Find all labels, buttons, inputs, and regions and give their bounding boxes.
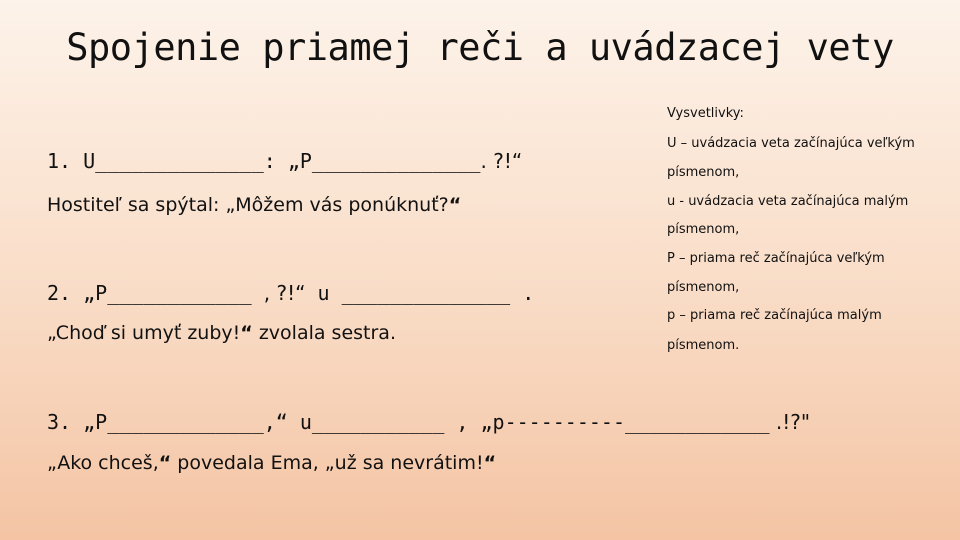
legend-line: písmenom,	[667, 165, 740, 180]
legend-line: u - uvádzacia veta začínajúca malým	[667, 194, 909, 209]
legend-line: písmenom,	[667, 222, 740, 237]
legend-line: p – priama reč začínajúca malým	[667, 308, 882, 323]
item-3-example: „Ako chceš,“ povedala Ema, „už sa nevrátim!“	[47, 452, 497, 474]
legend-line: P – priama reč začínajúca veľkým	[667, 251, 885, 266]
page-title: Spojenie priamej reči a uvádzacej vety	[66, 26, 894, 69]
legend-line: písmenom,	[667, 280, 740, 295]
legend-heading: Vysvetlivky:	[667, 106, 744, 121]
item-1-pattern: 1. U______________: „P______________. ?!“	[47, 149, 523, 173]
item-1-example: Hostiteľ sa spýtal: „Môžem vás ponúknuť?“	[47, 194, 462, 216]
item-3-pattern: 3. „P_____________,“ u___________ , „p----------____________ .!?"	[47, 410, 811, 434]
item-2-example: „Choď si umyť zuby!“ zvolala sestra.	[47, 322, 396, 344]
legend-line: U – uvádzacia veta začínajúca veľkým	[667, 136, 915, 151]
legend-line: písmenom.	[667, 338, 740, 353]
item-2-pattern: 2. „P____________ , ?!“ u ______________ .	[47, 281, 535, 305]
